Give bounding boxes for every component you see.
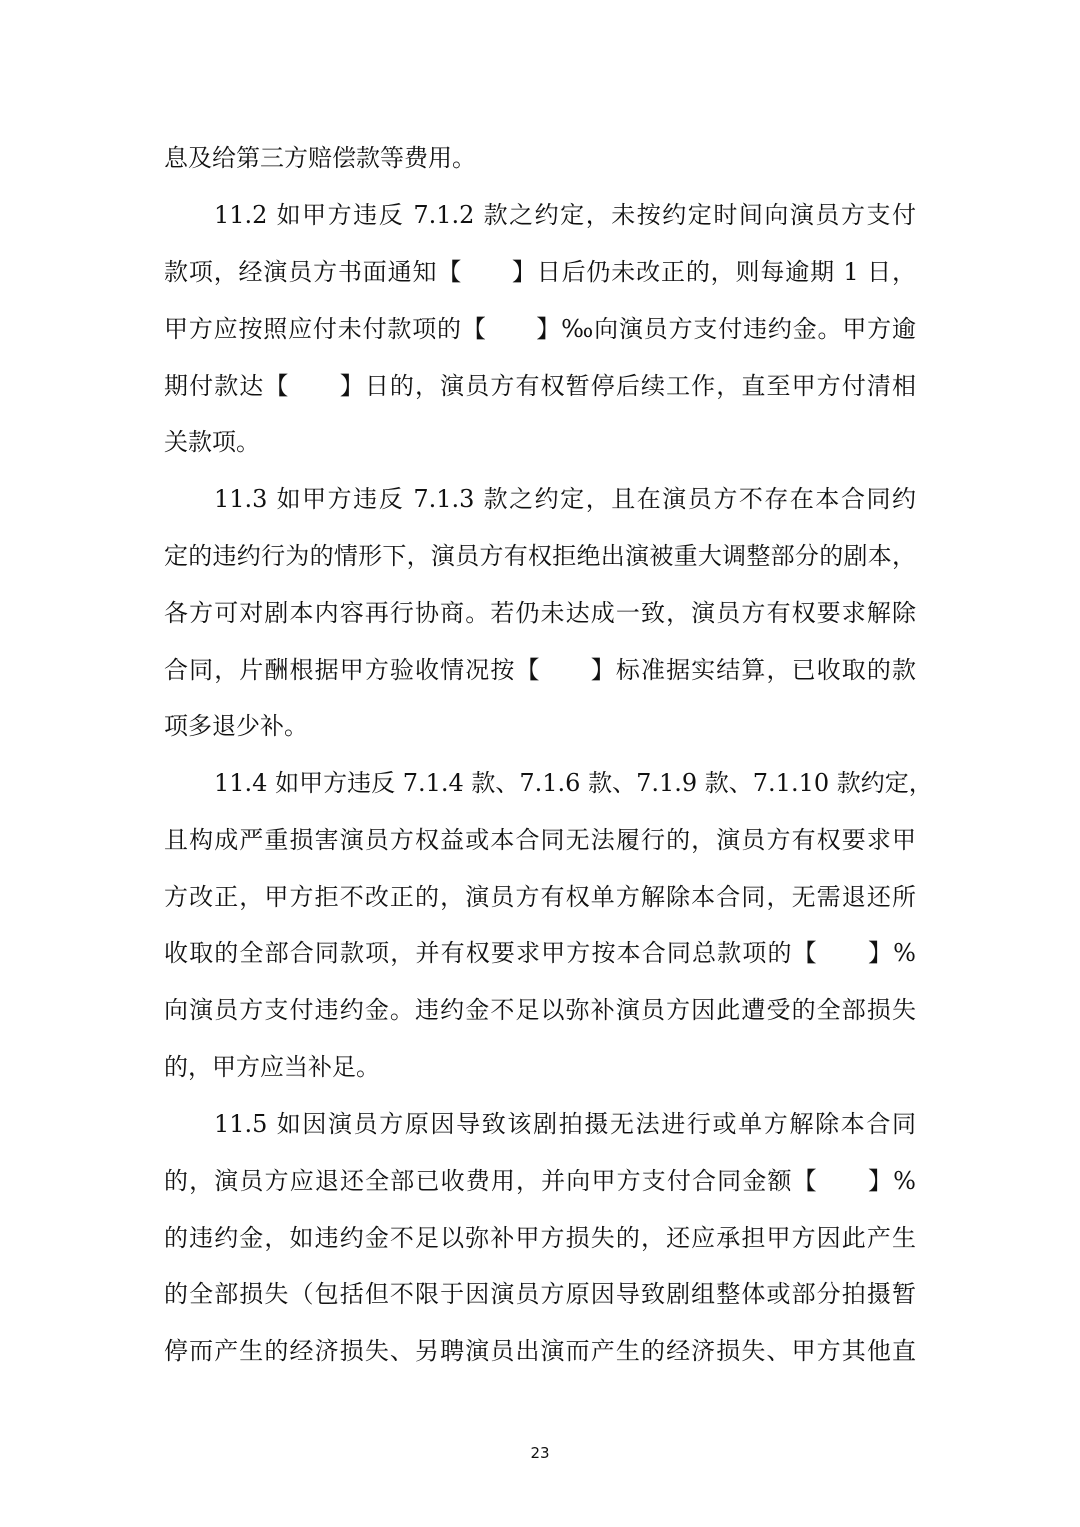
- text-line: 项多退少补。: [164, 712, 308, 740]
- text-line: 各方可对剧本内容再行协商。若仍未达成一致，演员方有权要求解除: [164, 599, 916, 627]
- text-line: 的全部损失（包括但不限于因演员方原因导致剧组整体或部分拍摄暂: [164, 1280, 916, 1308]
- text-line: 停而产生的经济损失、另聘演员出演而产生的经济损失、甲方其他直: [164, 1337, 916, 1365]
- text-line: 定的违约行为的情形下，演员方有权拒绝出演被重大调整部分的剧本，: [164, 542, 916, 570]
- clause-11-5-line-1: 11.5 如因演员方原因导致该剧拍摄无法进行或单方解除本合同: [214, 1110, 916, 1138]
- text-line: 期付款达【 】日的，演员方有权暂停后续工作，直至甲方付清相: [164, 372, 916, 400]
- text-line: 的违约金，如违约金不足以弥补甲方损失的，还应承担甲方因此产生: [164, 1224, 916, 1252]
- text-line: 息及给第三方赔偿款等费用。: [164, 144, 476, 172]
- text-line: 款项，经演员方书面通知【 】日后仍未改正的，则每逾期 1 日，: [164, 258, 916, 286]
- text-line: 甲方应按照应付未付款项的【 】‰向演员方支付违约金。甲方逾: [164, 315, 916, 343]
- text-line: 且构成严重损害演员方权益或本合同无法履行的，演员方有权要求甲: [164, 826, 916, 854]
- clause-11-4-line-1: 11.4 如甲方违反 7.1.4 款、7.1.6 款、7.1.9 款、7.1.10 款约定，: [214, 769, 933, 797]
- text-line: 关款项。: [164, 428, 260, 456]
- text-line: 向演员方支付违约金。违约金不足以弥补演员方因此遭受的全部损失: [164, 996, 916, 1024]
- text-line: 方改正，甲方拒不改正的，演员方有权单方解除本合同，无需退还所: [164, 883, 916, 911]
- clause-11-3-line-1: 11.3 如甲方违反 7.1.3 款之约定，且在演员方不存在本合同约: [214, 485, 916, 513]
- text-line: 的，演员方应退还全部已收费用，并向甲方支付合同金额【 】%: [164, 1167, 916, 1195]
- text-line: 合同，片酬根据甲方验收情况按【 】标准据实结算，已收取的款: [164, 656, 916, 684]
- text-line: 的，甲方应当补足。: [164, 1053, 380, 1081]
- clause-11-2-line-1: 11.2 如甲方违反 7.1.2 款之约定，未按约定时间向演员方支付: [214, 201, 916, 229]
- text-line: 收取的全部合同款项，并有权要求甲方按本合同总款项的【 】%: [164, 939, 916, 967]
- page-number: 23: [530, 1444, 550, 1462]
